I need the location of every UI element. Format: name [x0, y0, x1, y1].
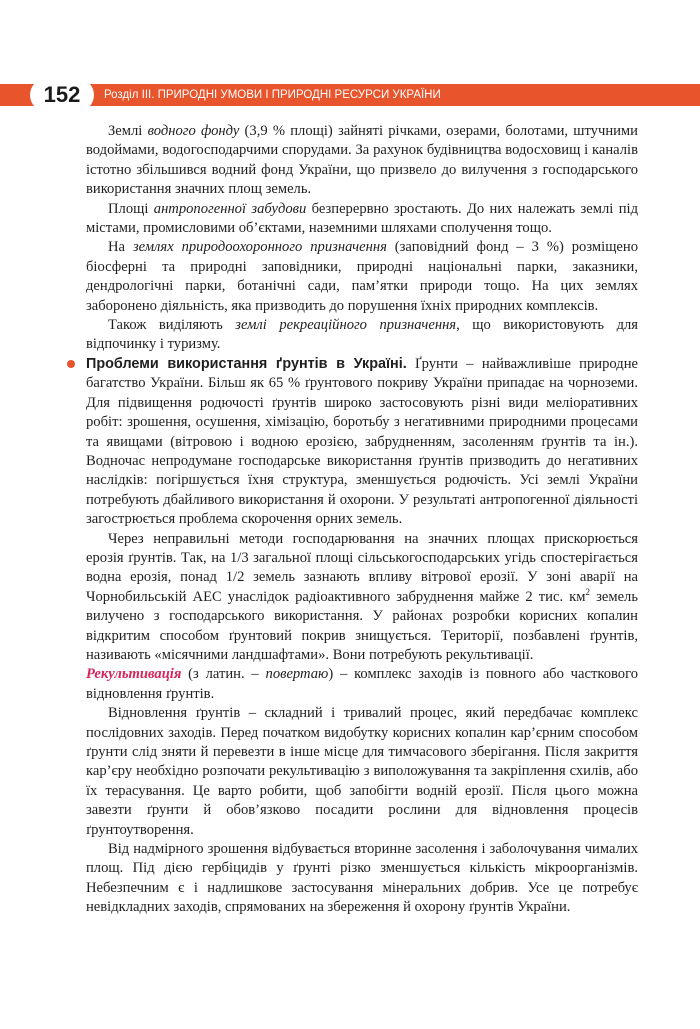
- paragraph-erosion: Через неправильні методи господарювання на значних площах прискорюється ерозія ґрунтів. Так, на 1/3 загальної площі сільськогосподарських угідь спостерігається водна ерозія, понад 1/2 земель зазнають впливу вітрової ерозії. У зоні аварії на Чорнобильській АЕС унаслідок радіоактивного забруднення майже 2 тис. $км^2$ земель вилучено з господарського використання. У районах розробки корисних копалин відкритим способом ґрунтовий покрив знищується. Території, позбавлені ґрунтів, називають «місячними ландшафтами». Вони потребують рекультивації.: [86, 530, 638, 663]
- bullet-icon: [67, 360, 75, 368]
- term-recultivation: Рекультивація: [86, 666, 182, 683]
- page-header: [0, 78, 700, 112]
- paragraph-restoration: Відновлення ґрунтів – складний і тривалий процес, який передбачає комплекс послідовних заходів. Перед початком видобутку корисних копалин кар’єрним способом ґрунти слід зняти й перевезти в інше місце для тимчасового зберігання. Після закриття кар’єру необхідно розпочати рекультивацію з виположування та закріплення схилів, або їх терасування. Це варто робити, щоб запобігти водній ерозії. Після цього можна завезти ґрунти й обов’язково посадити рослини для відновлення процесів ґрунтоутворення.: [86, 705, 638, 838]
- page-number: 152: [30, 78, 94, 112]
- paragraph-water-fund: Землі водного фонду (3,9 % площі) зайняті річками, озерами, болотами, штучними водоймами, водогосподарчими спорудами. За рахунок будівництва водосховищ і каналів істотно збільшився водний фонд України, що призвело до вилучення з господарського використання значних площ земель.: [86, 123, 638, 198]
- section-soil-problems: Проблеми використання ґрунтів в Україні. Ґрунти – найважливіше природне багатство України. Більш як 65 % ґрунтового покриву України припадає на чорноземи. Для підвищення родючості ґрунтів широко застосовують різні види меліоративних робіт: зрошення, осушення, хімізацію, боротьбу з негативними природними процесами та явищами (вітровою і водною ерозією, забрудненням, засоленням ґрунтів та ін.). Водночас непродумане господарське використання ґрунтів призводить до негативних наслідків: погіршується їхня структура, зменшується родючість. Усі землі України потребують дбайливого використання й охорони. У результаті антропогенної діяльності загострюється проблема скорочення орних земель.: [86, 355, 638, 530]
- paragraph-anthropogenic: Площі антропогенної забудови безперервно зростають. До них належать землі під містами, промисловими об’єктами, наземними шляхами сполучення тощо.: [86, 200, 638, 237]
- section-title: Розділ ІІІ. ПРИРОДНІ УМОВИ І ПРИРОДНІ РЕСУРСИ УКРАЇНИ: [104, 89, 441, 101]
- page-content: [86, 122, 638, 918]
- paragraph-irrigation: Від надмірного зрошення відбувається вторинне засолення і заболочування чималих площ. Під дією гербіцидів у ґрунті різко зменшується кількість мікроорганізмів. Небезпечним є і надлишкове застосування мінеральних добрив. Усе це потребує невідкладних заходів, спрямованих на збереження й охорону ґрунтів України.: [86, 841, 638, 916]
- paragraph-protected-lands: На землях природоохоронного призначення (заповідний фонд – 3 %) розміщено біосферні та природні заповідники, природні національні парки, заказники, дендрологічні парки, ботанічні сади, пам’ятки природи тощо. На цих землях заборонено діяльність, яка призводить до порушення їхніх природних комплексів.: [86, 239, 639, 314]
- paragraph-recreation: Також виділяють землі рекреаційного призначення, що використовують для відпочинку і туризму.: [86, 317, 638, 353]
- paragraph-recultivation-definition: Рекультивація (з латин. – повертаю) – комплекс заходів із повного або часткового відновлення ґрунтів.: [86, 666, 639, 702]
- section-heading: Проблеми використання ґрунтів в Україні.: [86, 355, 407, 372]
